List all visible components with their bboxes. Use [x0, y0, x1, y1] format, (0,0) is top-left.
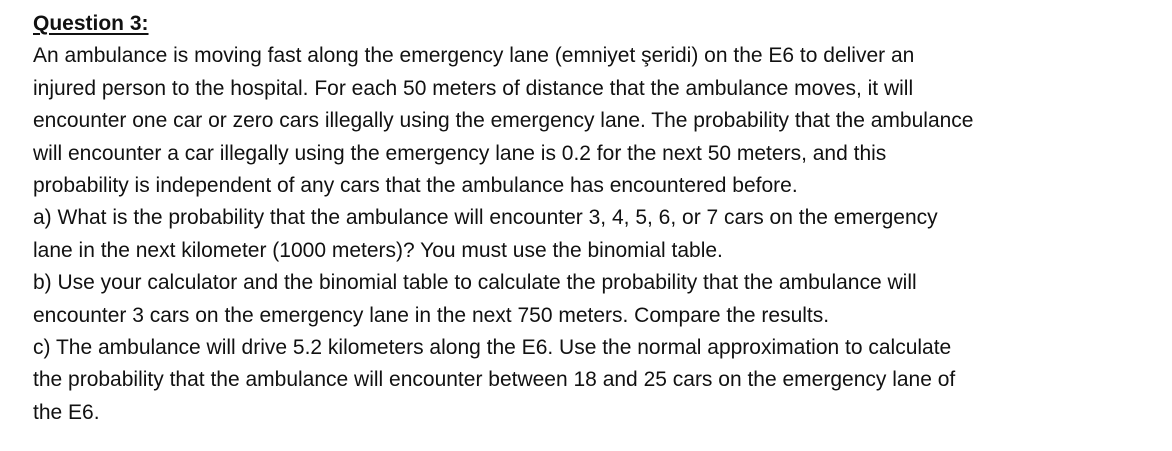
- part-c-line: the probability that the ambulance will encounter between 18 and 25 cars on the emergency lane of: [33, 368, 956, 392]
- part-a: [33, 202, 1158, 267]
- intro-line: probability is independent of any cars that the ambulance has encountered before.: [33, 174, 798, 198]
- part-a-line: lane in the next kilometer (1000 meters)? You must use the binomial table.: [33, 238, 723, 262]
- intro-paragraph: [33, 40, 1158, 202]
- part-b-line: b) Use your calculator and the binomial table to calculate the probability that the ambulance will: [33, 271, 917, 295]
- part-c-line: the E6.: [33, 400, 100, 424]
- intro-line: will encounter a car illegally using the emergency lane is 0.2 for the next 50 meters, and this: [33, 141, 887, 165]
- part-c-line: c) The ambulance will drive 5.2 kilometers along the E6. Use the normal approximation to calculate: [33, 336, 952, 360]
- question-title: Question 3:: [33, 12, 149, 35]
- part-b: [33, 267, 1158, 332]
- intro-line: An ambulance is moving fast along the emergency lane (emniyet şeridi) on the E6 to deliver an: [33, 44, 915, 68]
- part-b-line: encounter 3 cars on the emergency lane in the next 750 meters. Compare the results.: [33, 303, 830, 327]
- part-a-line: a) What is the probability that the ambulance will encounter 3, 4, 5, 6, or 7 cars on the emergency: [33, 206, 938, 230]
- intro-line: injured person to the hospital. For each 50 meters of distance that the ambulance moves, it will: [33, 76, 914, 100]
- part-c: [33, 332, 1158, 429]
- intro-line: encounter one car or zero cars illegally using the emergency lane. The probability that the ambulance: [33, 109, 974, 133]
- question-document: [33, 8, 1158, 429]
